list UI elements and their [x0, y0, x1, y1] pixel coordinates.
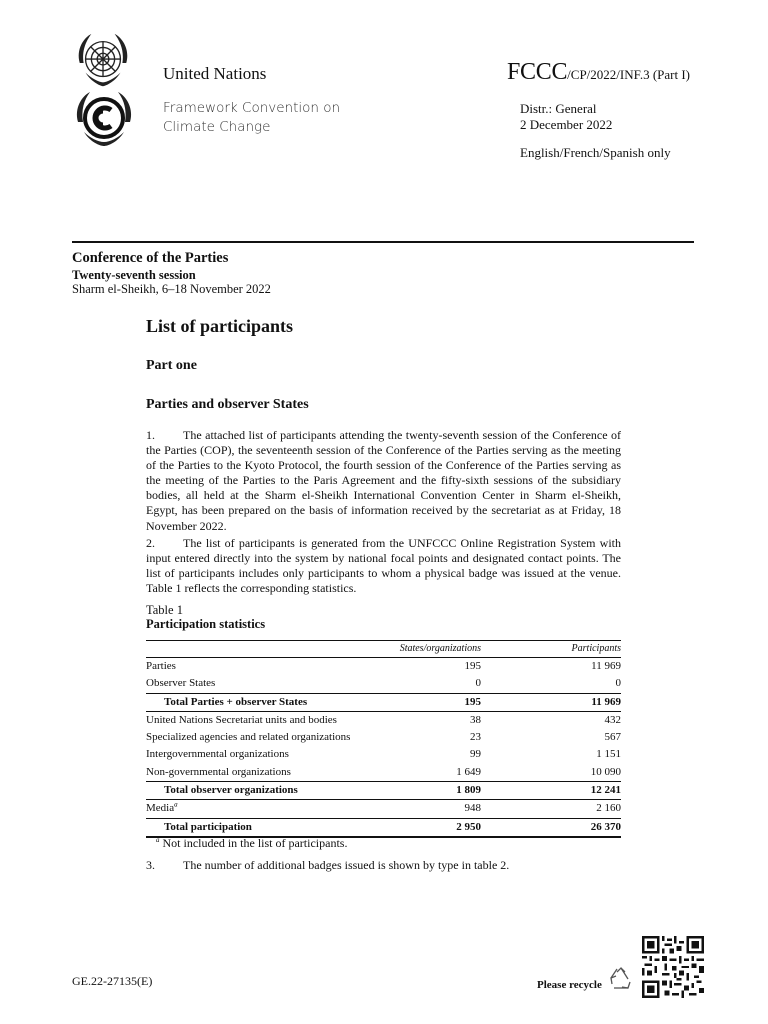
organization-name: United Nations	[163, 64, 267, 83]
section-heading: Parties and observer States	[146, 397, 309, 412]
row-label-text: Media	[146, 802, 175, 815]
paragraph-number: 3.	[146, 858, 155, 872]
row-label: Observer States	[146, 677, 216, 690]
document-symbol	[507, 59, 690, 86]
row-states: 0	[475, 677, 481, 690]
row-label: Parties	[146, 660, 176, 672]
job-number: GE.22-27135(E)	[72, 974, 153, 988]
table-row	[146, 712, 621, 729]
row-participants: 12 241	[590, 784, 621, 797]
row-label: Non-governmental organizations	[146, 765, 291, 778]
row-label: Specialized agencies and related organizations	[146, 731, 351, 744]
document-symbol-main: FCCC	[507, 59, 568, 85]
row-label: Total participation	[164, 820, 252, 833]
row-states: 948	[464, 802, 481, 815]
row-participants: 11 969	[591, 660, 621, 672]
row-participants: 11 969	[591, 695, 621, 708]
meeting-session: Twenty-seventh session	[72, 268, 196, 282]
distribution-block	[520, 101, 612, 133]
row-states: 1 809	[456, 784, 481, 797]
recycle-icon	[608, 966, 634, 992]
paragraph-2	[146, 536, 621, 596]
paragraph-1	[146, 428, 621, 534]
recycle-label: Please recycle	[537, 979, 602, 991]
row-participants: 1 151	[596, 748, 621, 761]
header-divider	[72, 241, 694, 243]
footnote-text: Not included in the list of participants.	[162, 836, 348, 850]
meeting-venue: Sharm el-Sheikh, 6–18 November 2022	[72, 282, 271, 296]
row-states: 38	[470, 713, 481, 726]
document-symbol-rest: /CP/2022/INF.3 (Part I)	[567, 67, 690, 82]
convention-name-line1: Framework Convention on	[163, 100, 341, 116]
table-title: Participation statistics	[146, 617, 266, 631]
unfccc-logo-icon	[72, 88, 136, 148]
row-participants: 432	[604, 713, 621, 726]
meeting-body: Conference of the Parties	[72, 250, 229, 266]
row-states: 1 649	[456, 765, 481, 778]
paragraph-number: 1.	[146, 428, 155, 442]
footnote-marker: a	[174, 800, 178, 809]
row-participants: 2 160	[596, 802, 621, 815]
paragraph-3	[146, 858, 509, 873]
row-participants: 567	[604, 731, 621, 744]
table-footnote	[156, 836, 347, 851]
row-label: Total Parties + observer States	[164, 695, 308, 708]
row-label	[146, 800, 178, 817]
table-row	[146, 675, 621, 693]
distribution: Distr.: General	[520, 101, 597, 116]
row-participants: 10 090	[590, 765, 621, 778]
row-participants: 26 370	[590, 820, 621, 833]
table-row	[146, 764, 621, 782]
row-states: 195	[464, 695, 481, 708]
table-header-row	[146, 640, 621, 658]
row-participants: 0	[615, 677, 621, 690]
row-states: 195	[464, 660, 481, 672]
row-label: United Nations Secretariat units and bodies	[146, 713, 337, 726]
un-emblem-icon	[72, 30, 134, 92]
row-states: 23	[470, 731, 481, 744]
paragraph-text: The number of additional badges issued is shown by type in table 2.	[183, 858, 510, 872]
table-total-row	[146, 782, 621, 800]
issue-date: 2 December 2022	[520, 117, 613, 132]
table-total-row	[146, 694, 621, 712]
row-states: 99	[470, 748, 481, 761]
paragraph-text: The list of participants is generated from the UNFCCC Online Registration System with input entered directly into the system by national focal points and designated contact points. The list of participants includes only participants to whom a physical badge was issued at the venue. Table 1 reflects the corresponding statistics.	[146, 536, 621, 596]
convention-name-line2: Climate Change	[163, 118, 271, 135]
column-header-participants: Participants	[571, 643, 621, 654]
row-label: Intergovernmental organizations	[146, 748, 289, 761]
part-heading: Part one	[146, 358, 197, 373]
table-row	[146, 729, 621, 746]
footnote-marker: a	[156, 836, 160, 844]
table-label: Table 1	[146, 603, 183, 617]
table-row	[146, 800, 621, 818]
row-label: Total observer organizations	[164, 784, 298, 797]
convention-name	[163, 99, 340, 136]
participation-table	[146, 640, 621, 838]
qr-code-icon	[642, 936, 704, 998]
table-row	[146, 746, 621, 763]
languages: English/French/Spanish only	[520, 145, 671, 160]
paragraph-number: 2.	[146, 536, 155, 550]
row-states: 2 950	[456, 820, 481, 833]
table-row	[146, 658, 621, 675]
column-header-states: States/organizations	[399, 643, 481, 654]
document-title: List of participants	[146, 316, 294, 336]
paragraph-text: The attached list of participants attending the twenty-seventh session of the Conference of the Parties (COP), the seventeenth session of the Conference of the Parties serving as the meeting of the Parties to the Kyoto Protocol, the fourth session of the Conference of the Parties serving as the meeting of the Parties to the Paris Agreement and the fifty-sixth sessions of the subsidiary bodies, all held at the Sharm el-Sheikh International Convention Center in Sharm el-Sheikh, Egypt, has been prepared on the basis of information received by the secretariat as at Friday, 18 November 2022.	[146, 428, 621, 533]
